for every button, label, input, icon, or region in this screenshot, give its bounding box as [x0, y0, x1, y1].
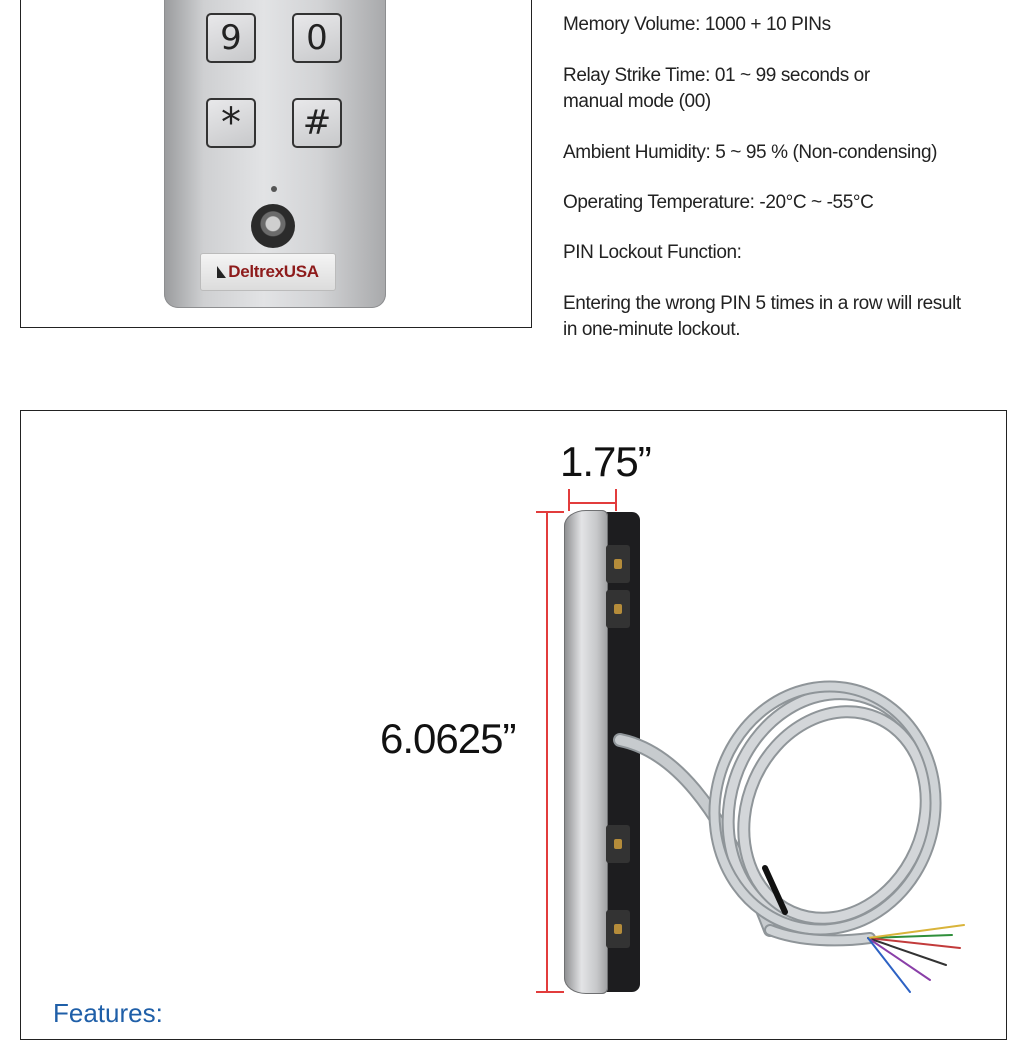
- brand-logo-text: DeltrexUSA: [228, 262, 319, 281]
- brand-mark-icon: [217, 266, 226, 278]
- status-led-icon: [271, 186, 277, 192]
- spec-pin-lockout-heading: PIN Lockout Function:: [563, 242, 742, 263]
- spec-operating-temperature: Operating Temperature: -20°C ~ -55°C: [563, 192, 874, 213]
- lock-keyhole-icon: [251, 204, 295, 248]
- spec-ambient-humidity: Ambient Humidity: 5 ~ 95 % (Non-condensing): [563, 142, 938, 163]
- height-dimension-line: [546, 512, 548, 991]
- key-hash: #: [292, 98, 342, 148]
- spec-memory-volume: Memory Volume: 1000 + 10 PINs: [563, 14, 831, 35]
- coiled-cable-image: [600, 680, 1000, 1020]
- spec-pin-lockout-description: Entering the wrong PIN 5 times in a row will result in one-minute lockout.: [563, 293, 961, 340]
- brand-logo: [200, 253, 336, 291]
- height-extension-line-bottom: [536, 991, 564, 993]
- width-dimension-line: [569, 502, 615, 504]
- key-0: 0: [292, 13, 342, 63]
- width-extension-line-right: [615, 489, 617, 511]
- spec-relay-strike-time: Relay Strike Time: 01 ~ 99 seconds or manual mode (00): [563, 65, 870, 112]
- mounting-tab-top: [606, 545, 630, 583]
- height-extension-line-top: [536, 511, 564, 513]
- width-extension-line-left: [568, 489, 570, 511]
- width-dimension-label: 1.75”: [560, 438, 651, 485]
- key-star: *: [206, 98, 256, 148]
- mounting-tab: [606, 590, 630, 628]
- height-dimension-label: 6.0625”: [380, 715, 516, 762]
- mounting-hole-icon: [614, 604, 622, 614]
- mounting-hole-icon: [614, 559, 622, 569]
- key-9: 9: [206, 13, 256, 63]
- features-heading: Features:: [53, 998, 163, 1028]
